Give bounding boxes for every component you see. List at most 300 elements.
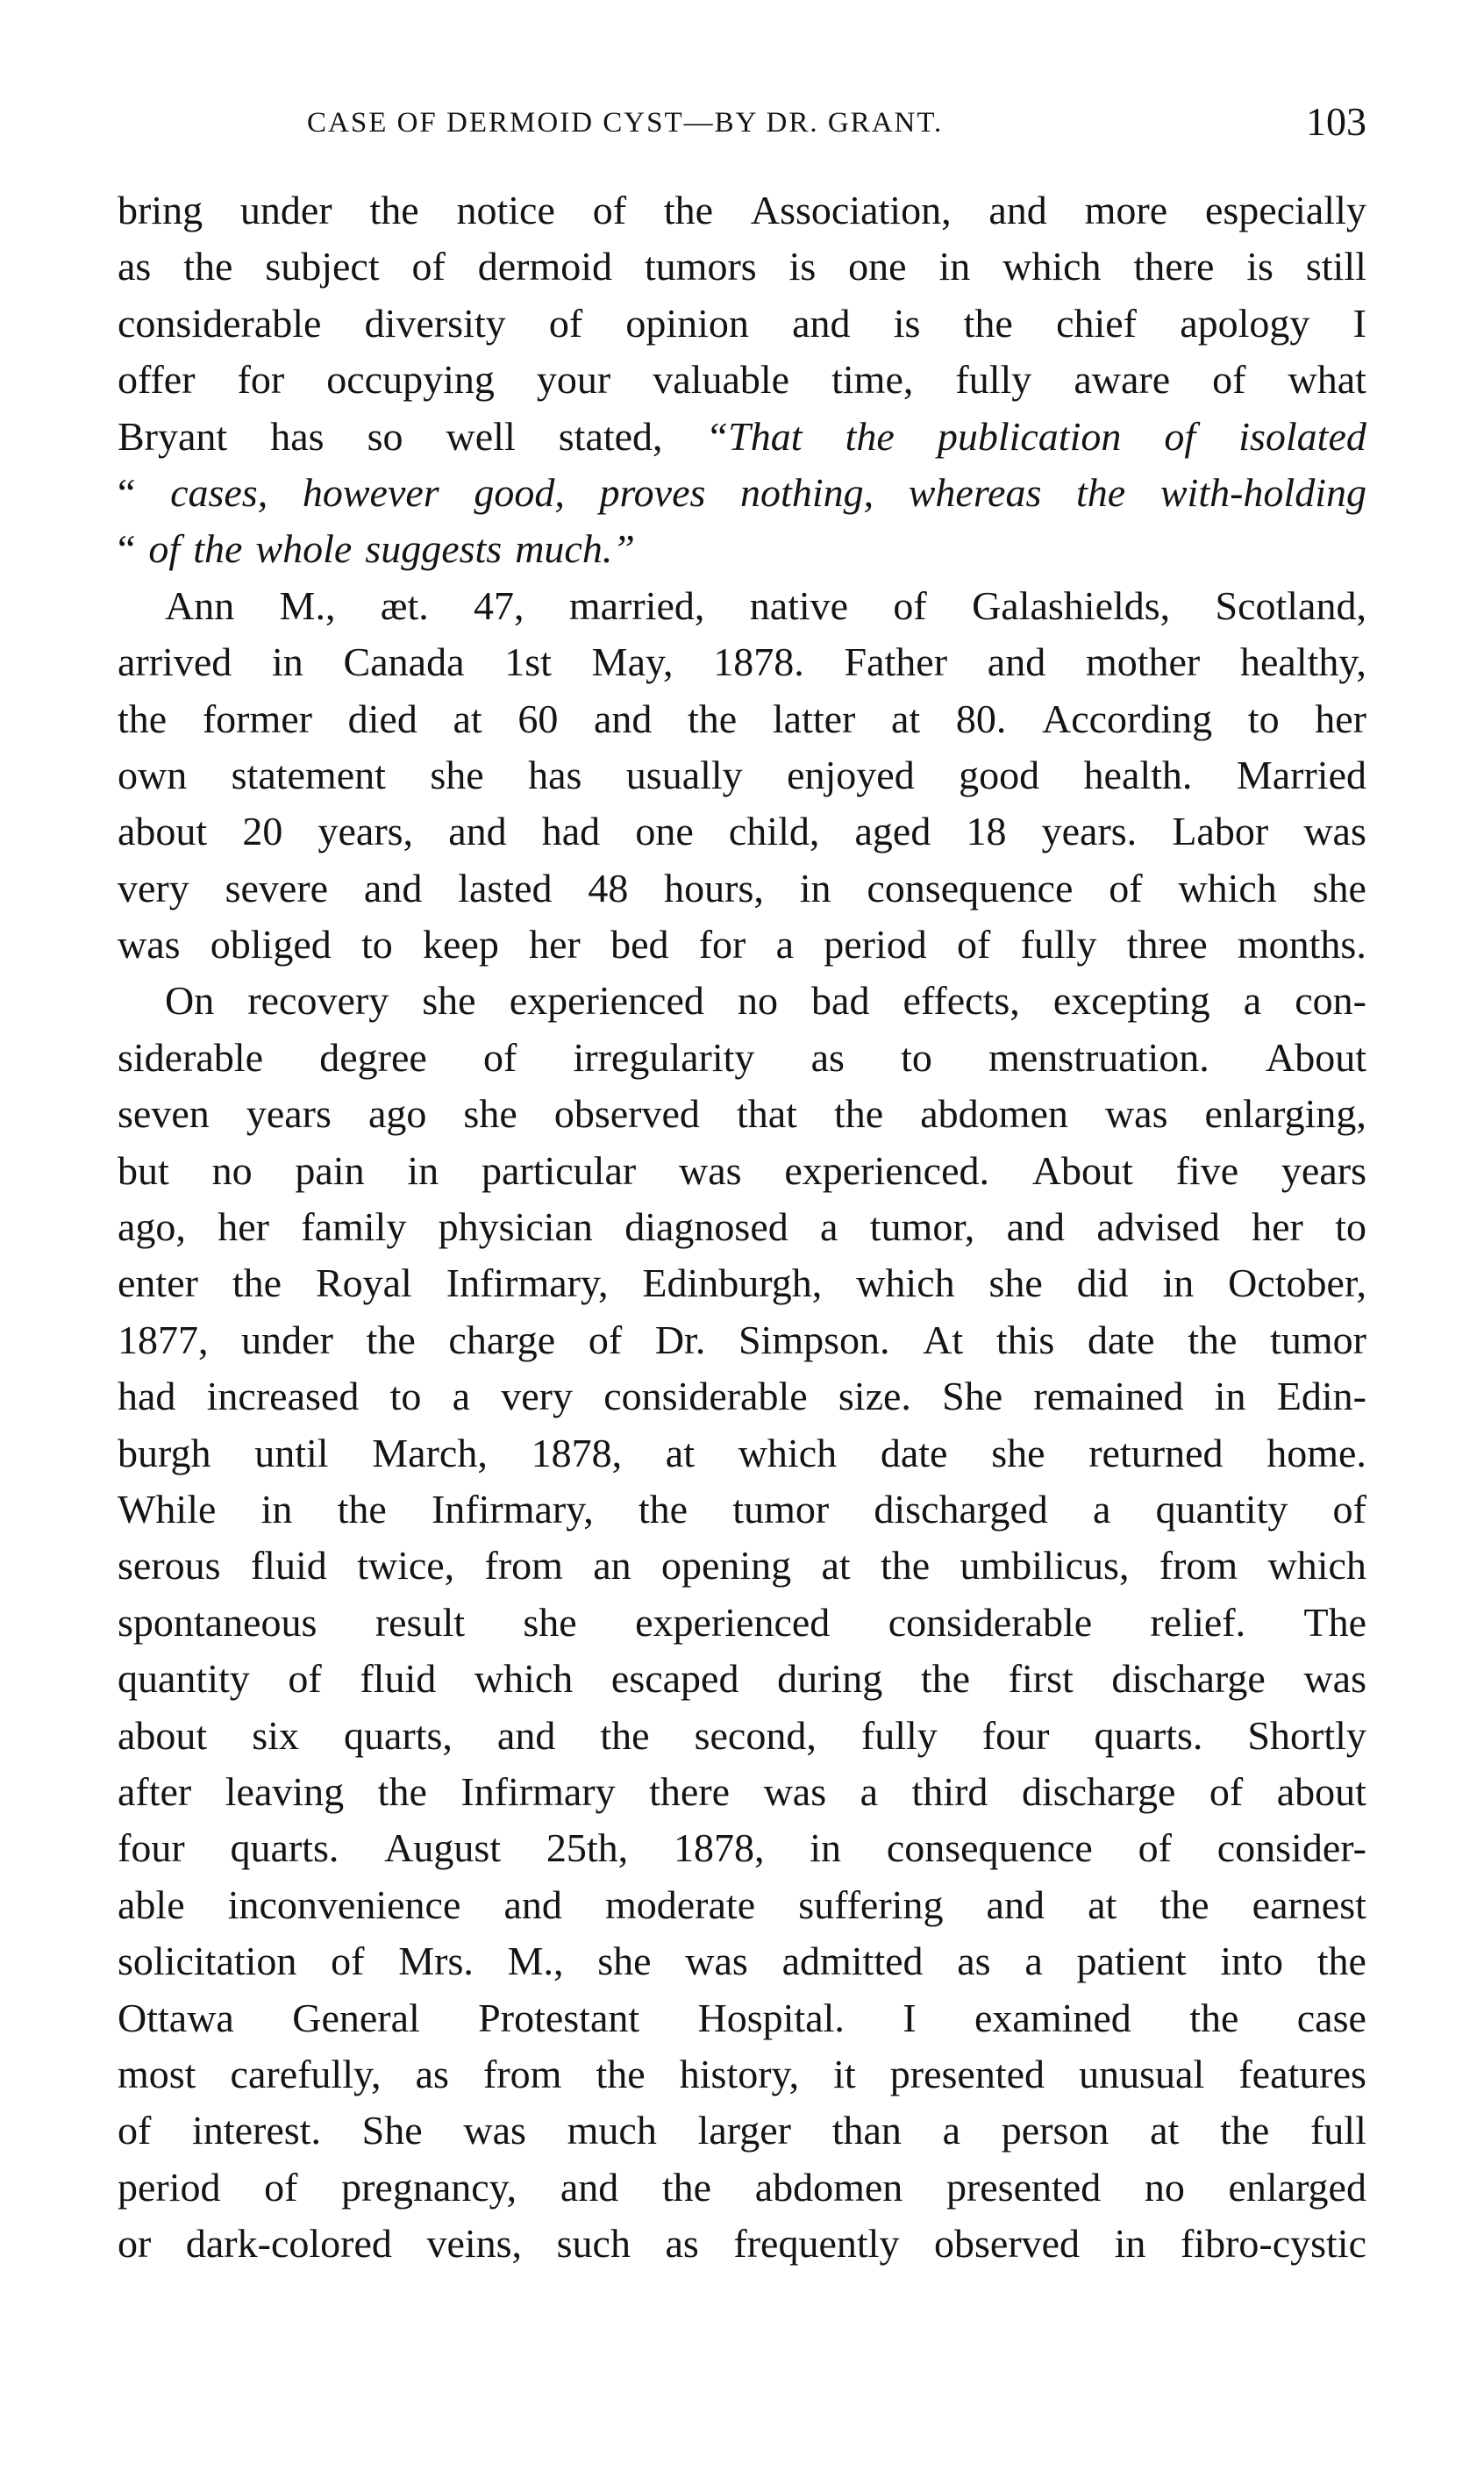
word: bed <box>610 922 669 968</box>
text-line <box>118 917 1366 973</box>
text-line <box>118 1877 1366 1933</box>
word: moderate <box>604 1881 756 1927</box>
word: quantity <box>118 1656 250 1702</box>
word: especially <box>1204 188 1366 232</box>
word: most <box>118 2051 196 2096</box>
text-line <box>118 1820 1366 1876</box>
word: tumors <box>644 244 757 289</box>
page-number: 103 <box>1306 99 1366 144</box>
word: of <box>1332 1486 1366 1532</box>
text-line <box>118 352 1366 408</box>
word: enlarging, <box>1204 1091 1366 1137</box>
word: years, <box>317 809 414 854</box>
word: quarts, <box>343 1712 453 1758</box>
word: the <box>963 300 1013 346</box>
word: enlarged <box>1228 2164 1366 2210</box>
word: still <box>1305 244 1366 289</box>
word: was <box>685 1939 748 1984</box>
word: con- <box>1295 978 1366 1024</box>
word: I <box>903 1995 917 2040</box>
word: native <box>749 582 849 628</box>
word: as <box>118 244 152 289</box>
text-line <box>118 1651 1366 1707</box>
word: experienced <box>635 1599 831 1645</box>
word: earnest <box>1252 1881 1366 1927</box>
word: dark-colored <box>185 2221 392 2267</box>
word: as <box>957 1939 991 1984</box>
word: physician <box>438 1204 593 1250</box>
word: Protestant <box>478 1995 640 2040</box>
word: occupying <box>326 357 495 403</box>
word: period <box>118 2164 221 2210</box>
text-line <box>118 1030 1366 1086</box>
word: and <box>593 696 653 741</box>
word: has <box>270 413 325 459</box>
word: in <box>407 1147 439 1193</box>
text-line <box>118 973 1366 1029</box>
word: 18 <box>966 809 1007 854</box>
word: first <box>1008 1656 1074 1702</box>
word: lasted <box>458 865 553 910</box>
word: M., <box>279 582 336 628</box>
word: and <box>363 865 423 910</box>
text-line <box>118 1990 1366 2046</box>
page-header <box>118 98 1366 151</box>
word: consequence <box>867 865 1074 910</box>
word: features <box>1238 2051 1366 2096</box>
word: the <box>193 526 243 572</box>
word: years <box>246 1091 332 1137</box>
text-line <box>118 1425 1366 1482</box>
text-line <box>118 1933 1366 1989</box>
word: apology <box>1180 300 1310 346</box>
word: a <box>860 1768 879 1814</box>
word: the <box>1189 1995 1239 2040</box>
text-line <box>118 691 1366 747</box>
word: At <box>923 1317 964 1362</box>
word: of <box>1212 357 1246 403</box>
word: the <box>661 2164 712 2210</box>
word: which <box>1267 1543 1366 1589</box>
word: observed <box>553 1091 700 1137</box>
word: the <box>1188 1317 1238 1362</box>
word: Dr. <box>654 1317 706 1362</box>
word: fluid <box>250 1543 327 1589</box>
word: however <box>302 469 439 515</box>
word: which <box>856 1260 955 1306</box>
word: full <box>1309 2108 1366 2153</box>
word: siderable <box>118 1034 264 1080</box>
word: chief <box>1056 300 1137 346</box>
word: “ <box>118 469 136 515</box>
word: aged <box>854 809 931 854</box>
word: opening <box>660 1543 792 1589</box>
word: March, <box>372 1430 488 1475</box>
word: at <box>891 696 921 741</box>
word: escaped <box>610 1656 739 1702</box>
word: date <box>1087 1317 1155 1362</box>
word: Canada <box>343 639 465 685</box>
word: quarts. <box>1094 1712 1203 1758</box>
word: the <box>688 696 738 741</box>
word: irregularity <box>573 1034 755 1080</box>
text-line <box>118 182 1366 239</box>
word: quarts. <box>230 1825 339 1871</box>
word: veins, <box>426 2221 523 2267</box>
word: bad <box>811 978 870 1024</box>
word: good, <box>474 469 565 515</box>
text-line <box>118 2103 1366 2159</box>
word: “That <box>705 413 803 459</box>
word: into <box>1220 1939 1283 1984</box>
word: interest. <box>192 2108 321 2153</box>
word: the <box>118 696 168 741</box>
word: she <box>991 1430 1045 1475</box>
word: umbilicus, <box>960 1543 1130 1589</box>
word: a <box>942 2108 961 2153</box>
word: she <box>430 752 484 797</box>
word: discharged <box>874 1486 1048 1532</box>
word: during <box>777 1656 883 1702</box>
word: is <box>788 244 817 289</box>
text-line <box>118 860 1366 917</box>
word: 20 <box>242 809 283 854</box>
body-text <box>118 182 1366 2272</box>
word: hours, <box>664 865 764 910</box>
word: at <box>453 696 482 741</box>
word: in <box>810 1825 842 1871</box>
word: well <box>446 413 516 459</box>
word: whereas <box>908 469 1042 515</box>
word: While <box>118 1486 217 1532</box>
word: Association, <box>750 188 952 232</box>
word: in <box>1162 1260 1195 1306</box>
word: of <box>264 2164 298 2210</box>
word: arrived <box>118 639 232 685</box>
word: which <box>738 1430 838 1475</box>
word: her <box>529 922 581 968</box>
word: family <box>301 1204 407 1250</box>
word: the <box>663 188 714 232</box>
word: a <box>1243 978 1262 1024</box>
word: what <box>1288 357 1366 403</box>
word: M., <box>507 1939 564 1984</box>
word: from <box>484 1543 563 1589</box>
word: enter <box>118 1260 198 1306</box>
word: Infirmary, <box>431 1486 594 1532</box>
word: notice <box>456 188 555 232</box>
word: a <box>820 1204 838 1250</box>
word: but <box>118 1147 169 1193</box>
word: to <box>361 922 393 968</box>
word: presented <box>889 2051 1045 2096</box>
word: 60 <box>517 696 559 741</box>
word: at <box>1150 2108 1180 2153</box>
word: Galashields, <box>972 582 1171 628</box>
text-line <box>118 409 1366 465</box>
text-line <box>118 578 1366 634</box>
word: was <box>763 1768 827 1814</box>
word: carefully, <box>230 2051 382 2096</box>
word: under <box>241 1317 333 1362</box>
word: keep <box>423 922 499 968</box>
word: 25th, <box>546 1825 629 1871</box>
word: pregnancy, <box>341 2164 517 2210</box>
word: quantity <box>1155 1486 1288 1532</box>
word: with-holding <box>1159 469 1366 515</box>
word: more <box>1084 188 1168 232</box>
word: of <box>1138 1825 1172 1871</box>
word: in <box>1214 1374 1246 1419</box>
word: patient <box>1076 1939 1187 1984</box>
text-line <box>118 1482 1366 1538</box>
word: fluid <box>360 1656 437 1702</box>
word: is <box>1246 244 1274 289</box>
word: whole <box>255 526 353 572</box>
word: statement <box>231 752 386 797</box>
word: General <box>292 1995 420 2040</box>
word: excepting <box>1052 978 1210 1024</box>
word: was <box>1303 809 1366 854</box>
word: at <box>1088 1881 1117 1927</box>
word: the <box>366 1317 416 1362</box>
word: serous <box>118 1543 221 1589</box>
word: particular <box>481 1147 637 1193</box>
word: in <box>938 244 971 289</box>
word: Infirmary, <box>446 1260 609 1306</box>
word: diagnosed <box>624 1204 788 1250</box>
word: after <box>118 1768 192 1814</box>
word: much <box>567 2108 657 2153</box>
word: fully <box>1020 922 1097 968</box>
word: six <box>252 1712 299 1758</box>
word: until <box>254 1430 329 1475</box>
word: her <box>1252 1204 1303 1250</box>
word: the <box>232 1260 282 1306</box>
text-line <box>118 1538 1366 1594</box>
word: from <box>483 2051 562 2096</box>
word: was <box>1303 1656 1366 1702</box>
word: under <box>239 188 332 232</box>
word: the <box>1076 469 1126 515</box>
word: of <box>1109 865 1143 910</box>
text-line <box>118 747 1366 803</box>
word: About <box>1265 1034 1366 1080</box>
word: the <box>638 1486 688 1532</box>
word: and <box>986 1881 1045 1927</box>
word: ago <box>367 1091 427 1137</box>
word: According <box>1042 696 1213 741</box>
word: time, <box>831 357 914 403</box>
word: size. <box>838 1374 911 1419</box>
word: of <box>893 582 927 628</box>
word: as <box>665 2221 699 2267</box>
word: abdomen <box>754 2164 903 2210</box>
word: no <box>737 978 778 1024</box>
word: a <box>1024 1939 1043 1984</box>
word: or <box>118 2221 152 2267</box>
word: a <box>1092 1486 1111 1532</box>
word: in <box>1114 2221 1146 2267</box>
word: fibro-cystic <box>1180 2221 1366 2267</box>
word: was <box>678 1147 742 1193</box>
word: admitted <box>781 1939 924 1984</box>
word: Labor <box>1172 809 1269 854</box>
word: has <box>528 752 582 797</box>
text-line <box>118 1595 1366 1651</box>
word: 1st <box>504 639 552 685</box>
word: and <box>988 188 1047 232</box>
word: from <box>1159 1543 1238 1589</box>
word: examined <box>974 1995 1131 2040</box>
word: fully <box>860 1712 938 1758</box>
word: menstruation. <box>988 1034 1209 1080</box>
word: five <box>1175 1147 1239 1193</box>
word: there <box>1133 244 1215 289</box>
text-line <box>118 1764 1366 1820</box>
word: increased <box>206 1374 360 1419</box>
word: Shortly <box>1247 1712 1366 1758</box>
text-line <box>118 1255 1366 1311</box>
word: considerable <box>603 1374 808 1419</box>
word: of <box>148 526 181 572</box>
word: consider- <box>1216 1825 1366 1871</box>
word: frequently <box>733 2221 900 2267</box>
word: tumor, <box>869 1204 975 1250</box>
word: was <box>1104 1091 1168 1137</box>
word: died <box>347 696 417 741</box>
word: Edin- <box>1276 1374 1366 1419</box>
word: relief. <box>1150 1599 1246 1645</box>
word: severe <box>225 865 329 910</box>
word: she <box>463 1091 517 1137</box>
word: your <box>536 357 611 403</box>
word: seven <box>118 1091 210 1137</box>
word: very <box>118 865 189 910</box>
word: period <box>824 922 927 968</box>
text-line <box>118 521 1366 577</box>
word: so <box>367 413 403 459</box>
word: aware <box>1074 357 1171 403</box>
text-line <box>118 1708 1366 1764</box>
word: child, <box>728 809 820 854</box>
word: latter <box>772 696 856 741</box>
word: healthy, <box>1240 639 1366 685</box>
word: which <box>1002 244 1102 289</box>
text-line <box>118 1086 1366 1142</box>
word: experienced. <box>784 1147 990 1193</box>
word: at <box>665 1430 695 1475</box>
word: Scotland, <box>1215 582 1366 628</box>
word: such <box>556 2221 631 2267</box>
word: experienced <box>509 978 704 1024</box>
word: an <box>593 1543 631 1589</box>
word: her <box>218 1204 269 1250</box>
word: much.” <box>515 526 635 572</box>
word: discharge <box>1111 1656 1266 1702</box>
word: and <box>560 2164 619 2210</box>
word: considerable <box>888 1599 1093 1645</box>
word: of <box>482 1034 517 1080</box>
text-line <box>118 239 1366 295</box>
word: had <box>118 1374 176 1419</box>
text-line <box>118 465 1366 521</box>
word: About <box>1031 1147 1133 1193</box>
word: nothing, <box>740 469 874 515</box>
word: of <box>588 1317 623 1362</box>
word: of <box>1164 413 1196 459</box>
text-line <box>118 634 1366 690</box>
word: diversity <box>364 300 506 346</box>
word: 48 <box>588 865 629 910</box>
word: obliged <box>210 922 332 968</box>
word: 1878, <box>531 1430 623 1475</box>
word: tumor <box>732 1486 830 1532</box>
word: which <box>474 1656 574 1702</box>
word: Royal <box>315 1260 412 1306</box>
word: unusual <box>1079 2051 1205 2096</box>
word: of <box>592 188 627 232</box>
word: Married <box>1236 752 1366 797</box>
word: enjoyed <box>787 752 915 797</box>
word: cases, <box>170 469 268 515</box>
word: to <box>901 1034 932 1080</box>
word: the <box>1220 2108 1270 2153</box>
word: Father <box>844 639 948 685</box>
word: history, <box>679 2051 800 2096</box>
word: four <box>981 1712 1050 1758</box>
word: subject <box>265 244 380 289</box>
word: married, <box>568 582 705 628</box>
word: months. <box>1237 922 1366 968</box>
word: remained <box>1033 1374 1184 1419</box>
word: On <box>165 978 215 1024</box>
word: Ottawa <box>118 1995 234 2040</box>
word: the <box>377 1768 427 1814</box>
word: suffering <box>798 1881 944 1927</box>
word: Edinburgh, <box>642 1260 823 1306</box>
word: presented <box>945 2164 1102 2210</box>
word: abdomen <box>920 1091 1068 1137</box>
word: twice, <box>357 1543 455 1589</box>
word: and <box>448 809 507 854</box>
text-line <box>118 1143 1366 1199</box>
word: Infirmary <box>460 1768 616 1814</box>
word: usually <box>625 752 743 797</box>
word: as <box>810 1034 845 1080</box>
word: recovery <box>247 978 389 1024</box>
word: leaving <box>225 1768 345 1814</box>
word: ago, <box>118 1204 186 1250</box>
word: of <box>548 300 583 346</box>
word: She <box>361 2108 423 2153</box>
word: valuable <box>653 357 790 403</box>
word: about <box>1276 1768 1366 1814</box>
word: of <box>1209 1768 1244 1814</box>
word: the <box>596 2051 646 2096</box>
word: and <box>987 639 1046 685</box>
running-title: CASE OF DERMOID CYST—BY DR. GRANT. <box>307 107 944 139</box>
word: of <box>118 2108 152 2153</box>
word: and <box>1006 1204 1066 1250</box>
word: larger <box>697 2108 791 2153</box>
text-line <box>118 296 1366 352</box>
word: as <box>415 2051 449 2096</box>
word: dermoid <box>477 244 613 289</box>
word: fully <box>955 357 1032 403</box>
word: spontaneous <box>118 1599 317 1645</box>
word: Hospital. <box>697 1995 845 2040</box>
